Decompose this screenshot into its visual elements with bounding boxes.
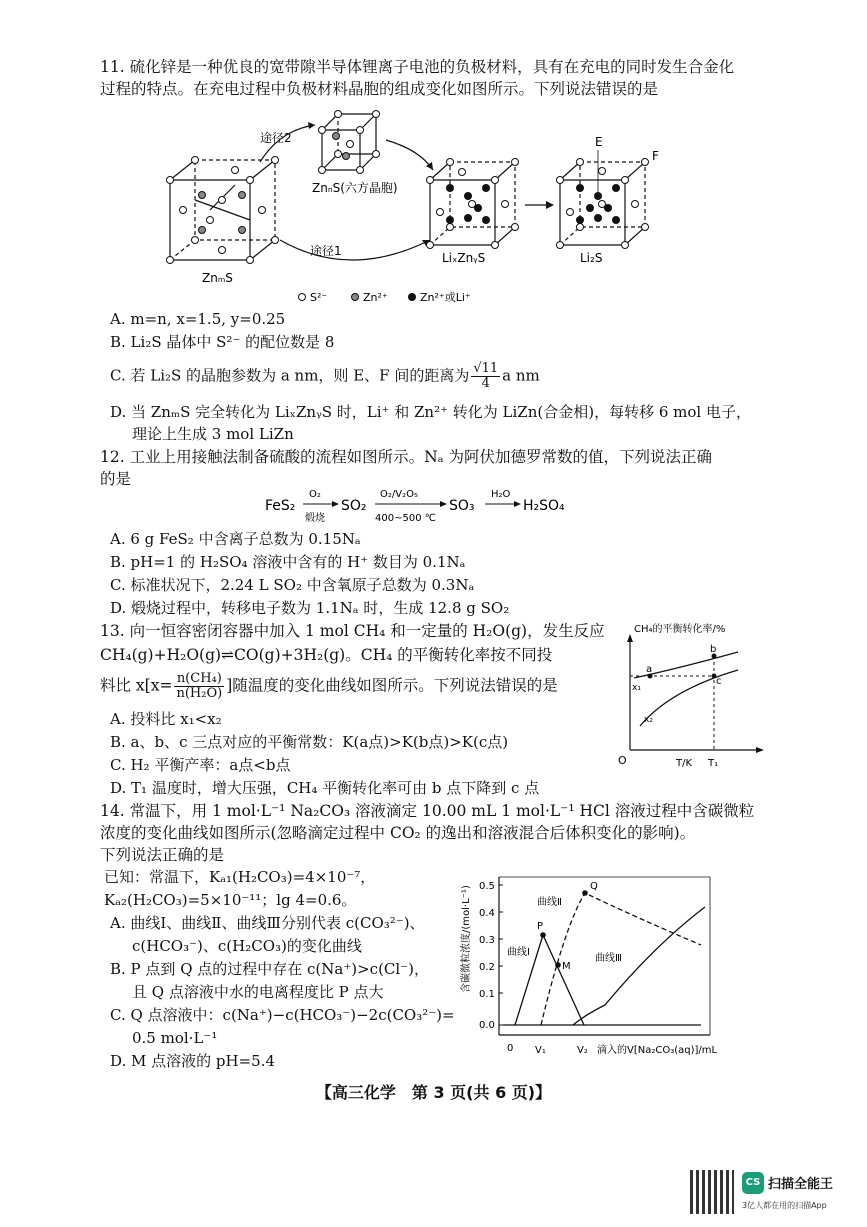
li2s-label: Li₂S	[580, 251, 603, 265]
hex-label: ZnₙS(六方晶胞)	[312, 181, 398, 195]
svg-text:曲线Ⅱ: 曲线Ⅱ	[537, 897, 562, 908]
q12-option-a: A. 6 g FeS₂ 中含离子总数为 0.15Nₐ	[110, 530, 361, 548]
point-m	[555, 962, 561, 968]
q14-option-c-line2: 0.5 mol·L⁻¹	[132, 1029, 218, 1047]
q14-known-line1: 已知：常温下，Kₐ₁(H₂CO₃)=4×10⁻⁷，	[104, 868, 376, 886]
q14-option-b-line1: B. P 点到 Q 点的过程中存在 c(Na⁺)>c(Cl⁻)，	[110, 960, 429, 978]
q12-flow-diagram	[265, 486, 585, 528]
svg-text:0.1: 0.1	[479, 989, 495, 1000]
q14-option-a-line2: c(HCO₃⁻)、c(H₂CO₃)的变化曲线	[132, 937, 362, 955]
q13-stem-line1: 13. 向一恒容密闭容器中加入 1 mol CH₄ 和一定量的 H₂O(g)，发生反应	[100, 622, 605, 640]
feed-ratio-fraction: $\frac{\text{n(CH₄)}}{\text{n(H₂O)}}$	[176, 671, 223, 701]
q13-stem-line2: CH₄(g)+H₂O(g)⇌CO(g)+3H₂(g)。CH₄ 的平衡转化率按不同投	[100, 646, 553, 664]
curve-x2	[640, 670, 738, 726]
q11-option-a: A. m=n, x=1.5, y=0.25	[110, 310, 286, 328]
q13-conversion-graph	[610, 618, 770, 778]
x-axis-label: 滴入的V[Na₂CO₃(aq)]/mL	[597, 1045, 718, 1056]
svg-text:c: c	[716, 676, 722, 687]
q12-stem-line2: 的是	[100, 470, 132, 488]
lixznys-label: LiₓZnᵧS	[442, 251, 486, 265]
page-footer: 【高三化学 第 3 页(共 6 页)】	[315, 1083, 552, 1102]
svg-text:S²⁻: S²⁻	[310, 291, 328, 304]
cs-logo-icon: CS	[742, 1172, 764, 1194]
q11-stem-line2: 过程的特点。在充电过程中负极材料晶胞的组成变化如图所示。下列说法错误的是	[100, 80, 659, 98]
svg-text:O₂/V₂O₅: O₂/V₂O₅	[380, 489, 418, 500]
atom-legend	[299, 291, 471, 304]
svg-text:0: 0	[507, 1043, 514, 1054]
scanner-watermark	[690, 1168, 860, 1220]
route2-label: 途径2	[260, 131, 292, 145]
watermark-app-name: 扫描全能王	[768, 1177, 834, 1192]
svg-text:煅烧: 煅烧	[305, 513, 325, 524]
q13-option-b: B. a、b、c 三点对应的平衡常数：K(a点)>K(b点)>K(c点)	[110, 733, 509, 751]
curve-3	[573, 907, 705, 1025]
q12-stem-line1: 12. 工业上用接触法制备硫酸的流程如图所示。Nₐ 为阿伏加德罗常数的值，下列说法正确	[100, 448, 713, 466]
q13-option-d: D. T₁ 温度时，增大压强，CH₄ 平衡转化率可由 b 点下降到 c 点	[110, 779, 540, 797]
svg-text:FeS₂: FeS₂	[265, 498, 296, 514]
q11-option-c: C. 若 Li₂S 的晶胞参数为 a nm，则 E、F 间的距离为 $\frac{√11}{4}$ a nm	[110, 361, 540, 391]
point-q	[582, 890, 588, 896]
svg-text:H₂O: H₂O	[491, 489, 511, 500]
svg-text:x₁: x₁	[632, 683, 641, 693]
znms-label: ZnₘS	[202, 271, 233, 285]
q13-option-a: A. 投料比 x₁<x₂	[110, 710, 222, 728]
q14-stem-line1: 14. 常温下，用 1 mol·L⁻¹ Na₂CO₃ 溶液滴定 10.00 mL 1 mol·L⁻¹ HCl 溶液过程中含碳微粒	[100, 802, 755, 820]
svg-text:CH₄的平衡转化率/%: CH₄的平衡转化率/%	[634, 624, 726, 635]
svg-text:P: P	[537, 921, 544, 932]
label-f: F	[652, 149, 659, 163]
label-e: E	[595, 135, 603, 149]
svg-text:H₂SO₄: H₂SO₄	[523, 498, 565, 514]
svg-text:Zn²⁺或Li⁺: Zn²⁺或Li⁺	[420, 291, 471, 304]
point-p	[540, 932, 546, 938]
q12-option-c: C. 标准状况下，2.24 L SO₂ 中含氧原子总数为 0.3Nₐ	[110, 576, 475, 594]
svg-text:a: a	[646, 664, 653, 675]
q11-option-b: B. Li₂S 晶体中 S²⁻ 的配位数是 8	[110, 333, 335, 351]
svg-text:Zn²⁺: Zn²⁺	[363, 291, 388, 304]
q13-stem-line3: 料比 x[x= $\frac{\text{n(CH₄)}}{\text{n(H₂O)}}$ ]随温度的变化曲线如图所示。下列说法错误的是	[100, 671, 558, 701]
q13-option-c: C. H₂ 平衡产率：a点<b点	[110, 756, 291, 774]
q11-option-d-line1: D. 当 ZnₘS 完全转化为 LiₓZnᵧS 时，Li⁺ 和 Zn²⁺ 转化为 LiZn(合金相)，每转移 6 mol 电子，	[110, 403, 751, 421]
svg-text:T/K: T/K	[676, 758, 693, 769]
svg-text:T₁: T₁	[708, 758, 719, 769]
svg-text:0.4: 0.4	[479, 908, 495, 919]
svg-text:M: M	[562, 961, 571, 972]
q14-stem-line3: 下列说法正确的是	[100, 846, 225, 864]
q14-stem-line2: 浓度的变化曲线如图所示(忽略滴定过程中 CO₂ 的逸出和溶液混合后体积变化的影响)。	[100, 824, 696, 842]
svg-text:V₂: V₂	[577, 1045, 588, 1056]
q14-titration-graph	[455, 865, 767, 1063]
q14-option-a-line1: A. 曲线Ⅰ、曲线Ⅱ、曲线Ⅲ分别代表 c(CO₃²⁻)、	[110, 914, 425, 932]
q14-option-d: D. M 点溶液的 pH=5.4	[110, 1052, 276, 1070]
q14-known-line2: Kₐ₂(H₂CO₃)=5×10⁻¹¹；lg 4=0.6。	[104, 891, 357, 909]
svg-text:SO₂: SO₂	[341, 498, 367, 514]
svg-text:0.3: 0.3	[479, 935, 495, 946]
q14-option-c-line1: C. Q 点溶液中：c(Na⁺)−c(HCO₃⁻)−2c(CO₃²⁻)=	[110, 1006, 455, 1024]
svg-text:曲线Ⅲ: 曲线Ⅲ	[595, 953, 622, 964]
svg-text:0.2: 0.2	[479, 962, 495, 973]
q12-option-b: B. pH=1 的 H₂SO₄ 溶液中含有的 H⁺ 数目为 0.1Nₐ	[110, 553, 466, 571]
fraction-sqrt11-over-4: $\frac{√11}{4}$	[473, 361, 499, 391]
svg-text:b: b	[710, 644, 717, 655]
qr-code-icon	[690, 1170, 734, 1214]
q12-option-d: D. 煅烧过程中，转移电子数为 1.1Nₐ 时，生成 12.8 g SO₂	[110, 599, 510, 617]
svg-text:曲线Ⅰ: 曲线Ⅰ	[507, 947, 530, 958]
q14-option-b-line2: 且 Q 点溶液中水的电离程度比 P 点大	[132, 983, 384, 1001]
q11-crystal-figure	[150, 100, 710, 310]
y-ticks	[479, 881, 495, 1031]
q11-option-d-line2: 理论上生成 3 mol LiZn	[132, 425, 294, 443]
watermark-tagline: 3亿人都在用的扫描App	[742, 1201, 827, 1210]
y-axis-label: 含碳微粒浓度/(mol·L⁻¹)	[461, 885, 472, 993]
svg-text:V₁: V₁	[535, 1045, 546, 1056]
svg-text:O: O	[618, 754, 627, 767]
svg-text:0.5: 0.5	[479, 881, 495, 892]
svg-text:0.0: 0.0	[479, 1020, 495, 1031]
svg-text:400~500 ℃: 400~500 ℃	[375, 513, 436, 524]
svg-text:SO₃: SO₃	[449, 498, 475, 514]
q11-stem-line1: 11. 硫化锌是一种优良的宽带隙半导体锂离子电池的负极材料，具有在充电的同时发生合金化	[100, 58, 735, 76]
svg-text:x₂: x₂	[644, 715, 653, 725]
svg-text:Q: Q	[590, 881, 598, 892]
svg-text:O₂: O₂	[309, 489, 321, 500]
route1-label: 途径1	[310, 244, 342, 258]
